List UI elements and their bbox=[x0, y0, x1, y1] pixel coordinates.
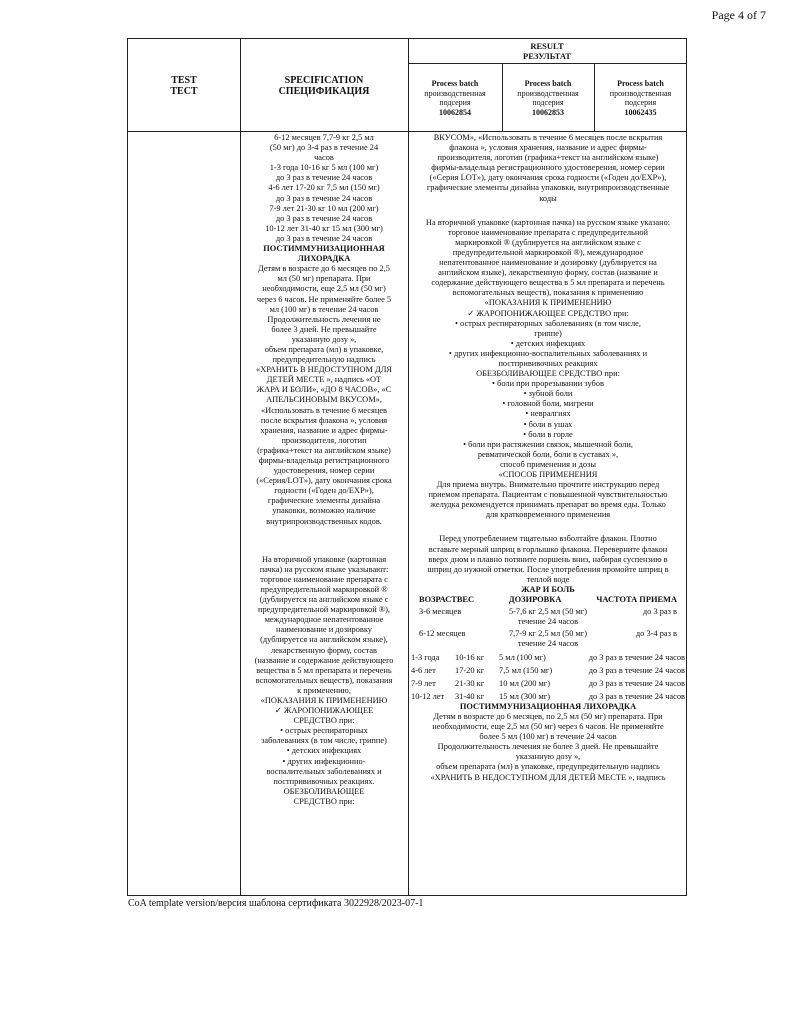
spec-lines-line: до 3 раз в течение 24 часов bbox=[275, 193, 373, 203]
result-lines-line: • невралгиях bbox=[525, 409, 571, 419]
spec-lines-line bbox=[242, 527, 406, 541]
result-lines-line: • боли в горле bbox=[523, 429, 573, 439]
dose-row bbox=[411, 607, 685, 617]
result-lines-line: • зубной боли bbox=[523, 389, 573, 399]
result-lines-line: содержание действующего вещества в 5 мл препарата и перечень bbox=[431, 278, 665, 288]
result-lines-line: • других инфекционно-воспалительных заболеваниях и bbox=[448, 348, 648, 358]
result-lines-line bbox=[411, 204, 685, 218]
dose-row-cont: течение 24 часов bbox=[517, 639, 579, 649]
result-lines-line: «СПОСОБ ПРИМЕНЕНИЯ bbox=[498, 470, 598, 479]
result-lines-line: вставьте мерный шприц в горлышко флакона. Переверните флакон bbox=[428, 544, 668, 554]
spec-lines-line: упаковки, возможно наличие bbox=[272, 506, 376, 516]
spec-lines-line: производителя, логотип bbox=[281, 435, 367, 445]
spec-lines-line: до 3 раз в течение 24 часов bbox=[275, 233, 373, 243]
dose-dose: 15 мл (300 мг) bbox=[499, 691, 551, 701]
spec-lines-line: «ХРАНИТЬ В НЕДОСТУПНОМ ДЛЯ bbox=[256, 365, 392, 375]
spec-lines-line: СРЕДСТВО при: bbox=[293, 716, 355, 726]
spec-lines-line: АПЕЛЬСИНОВЫМ ВКУСОМ», bbox=[266, 395, 382, 405]
spec-lines-line: ✓ ЖАРОПОНИЖАЮЩЕЕ bbox=[274, 706, 374, 716]
dose-row bbox=[411, 692, 685, 702]
result-lines-line bbox=[411, 520, 685, 534]
result-lines-line: вверх дном и плавно потяните поршень вниз, набирая суспензию в bbox=[428, 554, 668, 564]
spec-lines-line: ЖАРА И БОЛИ», «ДО 8 ЧАСОВ», «С bbox=[256, 385, 392, 395]
dose-age: 4-6 лет bbox=[411, 665, 436, 675]
result-tail-line: указанную дозу », bbox=[515, 752, 581, 762]
spec-lines-line bbox=[242, 541, 406, 555]
dose-freq: до 3 раз в bbox=[642, 607, 677, 617]
result-lines-line: • острых респираторных заболеваниях (в том числе, bbox=[455, 318, 641, 328]
spec-lines-line: 1-3 года 10-16 кг 5 мл (100 мг) bbox=[269, 163, 379, 173]
spec-lines-line: (дублируется на английском языке с bbox=[259, 595, 389, 605]
dose-freq: до 3-4 раз в bbox=[635, 629, 677, 639]
result-lines-line: • боли при прорезывании зубов bbox=[492, 379, 604, 389]
dose-age: 6-12 месяцев bbox=[419, 629, 466, 639]
spec-lines-line: Продолжительность лечения не bbox=[267, 314, 381, 324]
spec-lines-line: удостоверения, номер серии bbox=[273, 466, 375, 476]
result-lines-line: теплой воде bbox=[526, 574, 570, 584]
spec-lines-line: 10-12 лет 31-40 кг 15 мл (300 мг) bbox=[265, 223, 383, 233]
spec-lines-line: предупредительной маркировкой ®), bbox=[257, 605, 391, 615]
result-lines-line: • детских инфекциях bbox=[510, 338, 586, 348]
result-lines-line: ВКУСОМ», «Использовать в течение 6 месяцев после вскрытия bbox=[433, 133, 663, 142]
spec-lines-line: до 3 раз в течение 24 часов bbox=[275, 213, 373, 223]
dose-dose: 5 мл (100 мг) bbox=[499, 652, 546, 662]
dose-dose: 7,5 мл (150 мг) bbox=[499, 665, 553, 675]
dose-freq: до 3 раз в течение 24 часов bbox=[588, 691, 685, 701]
spec-lines-line: наименование и дозировку bbox=[276, 625, 372, 635]
specification-column bbox=[242, 133, 406, 895]
dose-dose: 5-7,6 кг 2,5 мл (50 мг) bbox=[508, 607, 588, 617]
spec-lines-line: часов bbox=[314, 153, 334, 163]
result-tail-line: более 5 мл (100 мг) в течение 24 часов bbox=[479, 732, 617, 742]
result-lines-line: • боли при растяжении связок, мышечной боли, bbox=[463, 439, 633, 449]
spec-lines-line: до 3 раз в течение 24 часов bbox=[275, 173, 373, 183]
spec-lines-line: вспомогательных веществ), показания bbox=[255, 675, 393, 685]
dose-freq: до 3 раз в течение 24 часов bbox=[588, 665, 685, 675]
result-lines-line: ОБЕЗБОЛИВАЮЩЕЕ СРЕДСТВО при: bbox=[476, 369, 620, 379]
col-divider-test bbox=[240, 39, 241, 895]
spec-lines-line: «Использовать в течение 6 месяцев bbox=[260, 405, 388, 415]
dose-row bbox=[411, 679, 685, 689]
result-lines-line: предупредительной маркировкой ®), международное bbox=[452, 247, 644, 257]
spec-lines-line: («Серия/LOT»), дату окончания срока bbox=[256, 476, 392, 486]
result-lines-line: маркировкой ® (дублируется на английском языке с bbox=[455, 237, 641, 247]
dose-dose: 7,7-9 кг 2,5 мл (50 мг) bbox=[508, 629, 588, 639]
dose-weight: 17-20 кг bbox=[455, 665, 485, 675]
result-tail-line: необходимости, еще 2,5 мл (50 мг) через 6 часов. Не применяйте bbox=[432, 722, 664, 732]
result-lines-line: желудка рекомендуется принимать препарат во время еды. Только bbox=[430, 500, 666, 510]
specification-header: SPECIFICATION СПЕЦИФИКАЦИЯ bbox=[278, 75, 370, 97]
result-column bbox=[411, 133, 685, 895]
result-lines-line: На вторичной упаковке (картонная пачка) на русском языке указано: bbox=[425, 217, 671, 227]
result-lines-line: постпрививочных реакциях bbox=[498, 358, 598, 368]
result-header: RESULT РЕЗУЛЬТАТ bbox=[523, 41, 571, 61]
result-lines-line: ✓ ЖАРОПОНИЖАЮЩЕЕ СРЕДСТВО при: bbox=[467, 308, 629, 318]
spec-lines-line: указанную дозу », bbox=[291, 334, 357, 344]
spec-lines-line: 6-12 месяцев 7,7-9 кг 2,5 мл bbox=[274, 133, 374, 142]
result-lines-line: • боли в ушах bbox=[523, 419, 573, 429]
spec-lines-line: необходимости, еще 2,5 мл (50 мг) bbox=[262, 284, 386, 294]
spec-lines-line: более 3 дней. Не превышайте bbox=[271, 324, 377, 334]
spec-lines-line: ОБЕЗБОЛИВАЮЩЕЕ bbox=[283, 786, 365, 796]
col-divider-spec bbox=[408, 39, 409, 895]
spec-lines-line: 4-6 лет 17-20 кг 7,5 мл (150 мг) bbox=[268, 183, 380, 193]
dose-freq: до 3 раз в течение 24 часов bbox=[588, 652, 685, 662]
spec-lines-line: после вскрытия флакона », условия bbox=[260, 415, 388, 425]
batch-header-1: Process batch производственная подсерия 10062854 bbox=[424, 79, 486, 117]
result-lines-line: непатентованное наименование и дозировку (дублируется на bbox=[439, 258, 657, 268]
result-lines-line: английском языке), лекарственную форму, состав (название и bbox=[438, 268, 658, 278]
dose-age: 10-12 лет bbox=[411, 691, 445, 701]
dose-weight: 21-30 кг bbox=[455, 678, 485, 688]
result-header-rule bbox=[408, 63, 686, 64]
result-lines-line: гриппе) bbox=[534, 328, 562, 338]
spec-lines-line: ЛИХОРАДКА bbox=[297, 254, 351, 264]
spec-lines-line: (50 мг) до 3-4 раз в течение 24 bbox=[269, 143, 379, 153]
spec-lines-line: ПОСТИММУНИЗАЦИОННАЯ bbox=[263, 244, 385, 254]
spec-lines-line: «ПОКАЗАНИЯ К ПРИМЕНЕНИЮ bbox=[260, 695, 388, 705]
spec-lines-line: графические элементы дизайна bbox=[267, 496, 381, 506]
spec-lines-line: внутрипроизводственных кодов. bbox=[266, 516, 382, 526]
spec-lines-line: Детям в возрасте до 6 месяцев по 2,5 bbox=[258, 264, 390, 274]
result-lines-line: флакона », условия хранения, название и адрес фирмы- bbox=[449, 143, 647, 153]
result-lines-line: Перед употреблением тщательно взболтайте флакон. Плотно bbox=[439, 534, 657, 544]
coa-table bbox=[127, 38, 687, 896]
result-lines-line: фирмы-владельца регистрационного удостоверения, номер серии bbox=[431, 163, 665, 173]
result-tail-line: Продолжительность лечения не более 3 дней. Не превышайте bbox=[437, 742, 659, 752]
page-number: Page 4 of 7 bbox=[711, 8, 766, 22]
spec-lines-line: годности («Годен до/EXP»), bbox=[274, 486, 374, 496]
spec-lines-line: • детских инфекциях bbox=[286, 746, 362, 756]
result-tail-line: Детям в возрасте до 6 месяцев, по 2,5 мл (50 мг) препарата. При bbox=[433, 711, 663, 721]
result-lines-line: способ применения и дозы bbox=[499, 459, 597, 469]
spec-lines-line: СРЕДСТВО при: bbox=[293, 796, 355, 806]
result-lines-line: «ПОКАЗАНИЯ К ПРИМЕНЕНИЮ bbox=[484, 298, 612, 308]
result-lines-line: для кратковременного применения bbox=[485, 510, 611, 520]
spec-lines-line: вещества в 5 мл препарата и перечень bbox=[256, 665, 392, 675]
result-lines-line: ЖАР И БОЛЬ bbox=[521, 584, 575, 594]
result-lines-line: • головной боли, мигрени bbox=[502, 399, 594, 409]
spec-lines-line: фирмы-владельца регистрационного bbox=[258, 456, 390, 465]
test-header: TEST ТЕСТ bbox=[170, 75, 198, 97]
spec-lines-line: лекарственную форму, состав bbox=[270, 645, 378, 655]
spec-lines-line: пачка) на русском языке указывают: bbox=[259, 564, 389, 574]
template-version-footer: CoA template version/версия шаблона сертификата 3022928/2023-07-1 bbox=[128, 898, 424, 909]
spec-lines-line: • острых респираторных bbox=[280, 726, 368, 736]
dose-row-cont: течение 24 часов bbox=[517, 617, 579, 627]
spec-lines-line: воспалительных заболеваниях и bbox=[266, 766, 382, 776]
spec-lines-line: хранения, название и адрес фирмы- bbox=[260, 425, 388, 435]
result-lines-line: торговое наименование препарата с предупредительной bbox=[448, 227, 648, 237]
spec-lines-line: На вторичной упаковке (картонная bbox=[261, 554, 387, 564]
spec-lines-line: предупредительной маркировкой ® bbox=[260, 584, 388, 594]
spec-lines-line: (название и содержание действующего bbox=[254, 655, 394, 665]
spec-lines-line: торговое наименование препарата с bbox=[260, 574, 388, 584]
spec-lines-line: международное непатентованное bbox=[264, 615, 384, 625]
dose-row bbox=[411, 666, 685, 676]
result-lines-line: Для приема внутрь. Внимательно прочтите инструкцию перед bbox=[436, 480, 660, 490]
result-lines-line: производителя, логотип (графика+текст на английском языке) bbox=[437, 153, 659, 163]
spec-lines-line: мл (100 мг) в течение 24 часов bbox=[269, 304, 379, 314]
dose-row bbox=[411, 629, 685, 639]
dose-weight: 31-40 кг bbox=[455, 691, 485, 701]
result-tail-line: ПОСТИММУНИЗАЦИОННАЯ ЛИХОРАДКА bbox=[459, 701, 637, 711]
dose-freq: до 3 раз в течение 24 часов bbox=[588, 678, 685, 688]
dose-row bbox=[411, 653, 685, 663]
result-lines-line: («Серия LOT»), дату окончания срока годности («Годен до/EXP»), bbox=[429, 173, 667, 183]
spec-lines-line: объем препарата (мл) в упаковке, bbox=[264, 344, 384, 354]
result-lines-line: приемом препарата. Пациентам с повышенной чувствительностью bbox=[428, 490, 668, 500]
result-tail-line: «ХРАНИТЬ В НЕДОСТУПНОМ ДЛЯ ДЕТЕЙ МЕСТЕ », надпись bbox=[430, 772, 666, 782]
spec-lines-line: (графика+текст на английском языке) bbox=[257, 445, 391, 455]
spec-lines-line: к применению, bbox=[297, 685, 351, 695]
dose-age: 3-6 месяцев bbox=[419, 607, 462, 617]
result-lines-line: графические элементы дизайна упаковки, внутрипроизводственные bbox=[426, 183, 670, 193]
dose-dose: 10 мл (200 мг) bbox=[499, 678, 551, 688]
spec-lines-line: • других инфекционно- bbox=[282, 756, 366, 766]
result-lines-line: вспомогательных веществ), показания к применению bbox=[452, 288, 644, 298]
dose-weight: 10-16 кг bbox=[455, 652, 485, 662]
result-lines-line: шприц до нужной отметки. После употребления промойте шприц в bbox=[427, 564, 669, 574]
header-bottom-rule bbox=[128, 131, 686, 132]
result-tail-line: объем препарата (мл) в упаковке, предупредительную надпись bbox=[436, 762, 660, 772]
dose-age: 7-9 лет bbox=[411, 678, 436, 688]
spec-lines-line: 7-9 лет 21-30 кг 10 мл (200 мг) bbox=[269, 203, 379, 213]
spec-lines-line: предупредительную надпись bbox=[272, 355, 376, 365]
dose-age: 1-3 года bbox=[411, 652, 440, 662]
spec-lines-line: (дублируется на английском языке), bbox=[260, 635, 388, 645]
result-lines-line: ревматической боли, боли в суставах », bbox=[477, 449, 619, 459]
spec-lines-line: заболеваниях (в том числе, гриппе) bbox=[261, 736, 387, 746]
spec-lines-line: через 6 часов. Не применяйте более 5 bbox=[256, 294, 392, 304]
spec-lines-line: ДЕТЕЙ МЕСТЕ », надпись «ОТ bbox=[266, 375, 382, 385]
dose-table-header: ВОЗРАСТВЕС ДОЗИРОВКА ЧАСТОТА ПРИЕМА bbox=[419, 595, 677, 605]
batch-header-2: Process batch производственная подсерия 10062853 bbox=[517, 79, 579, 117]
result-lines-line: коды bbox=[539, 193, 557, 203]
spec-lines-line: постпрививочных реакциях. bbox=[273, 776, 375, 786]
batch-header-3: Process batch производственная подсерия 10062435 bbox=[609, 79, 672, 117]
spec-lines-line: мл (50 мг) препарата. При bbox=[277, 274, 371, 284]
